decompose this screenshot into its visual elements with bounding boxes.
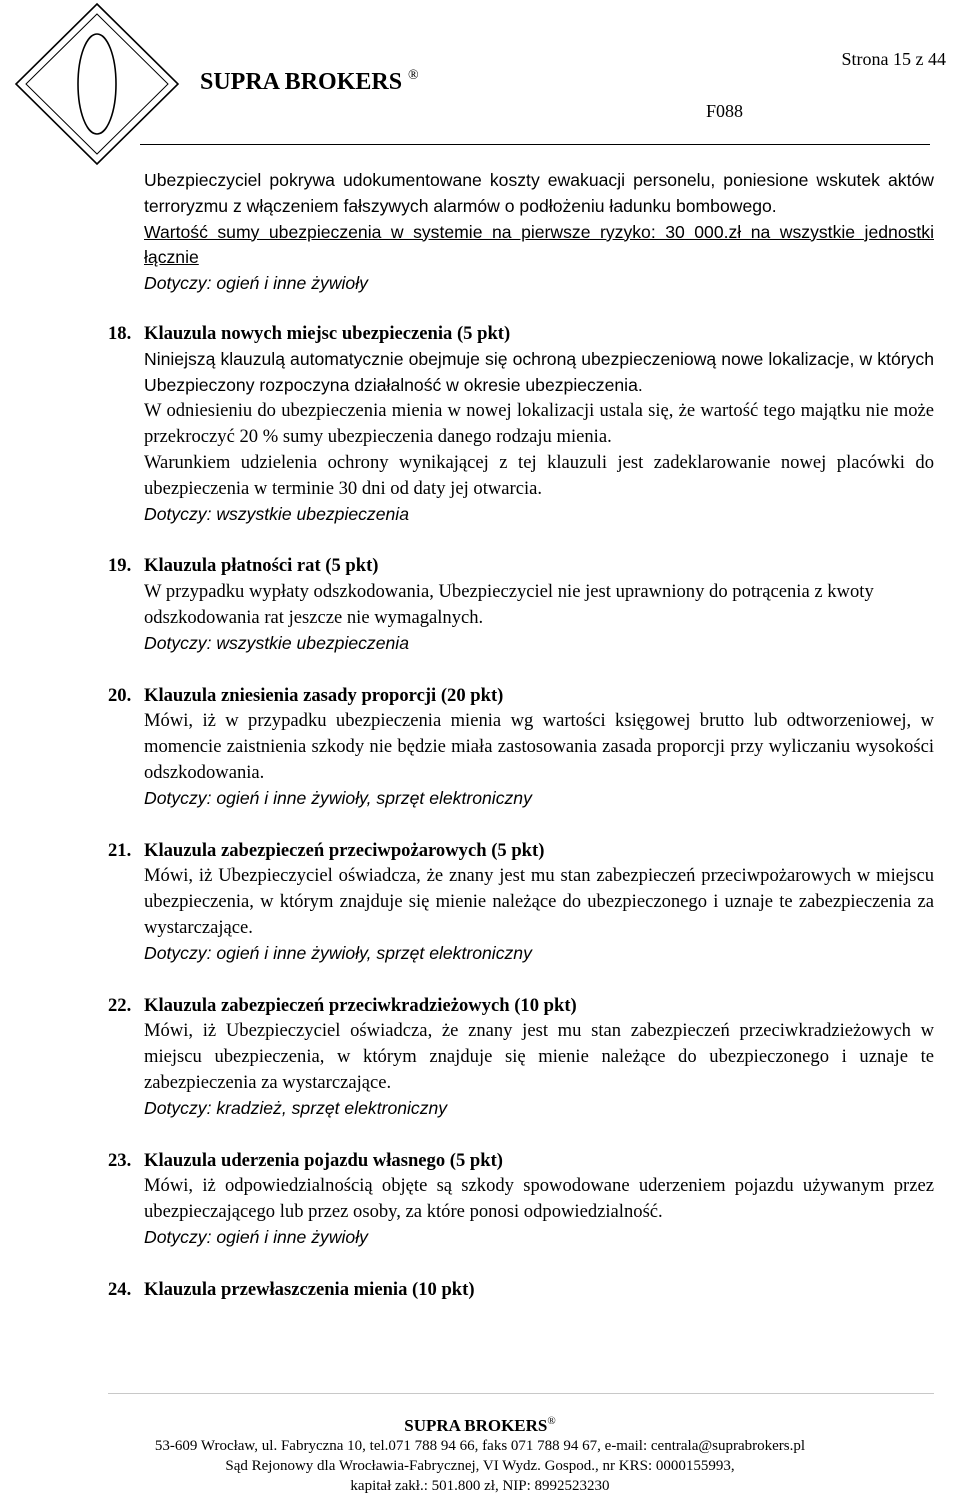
clause-paragraph: Mówi, iż Ubezpieczyciel oświadcza, że znany jest mu stan zabezpieczeń przeciwkradzieżowych w miejscu ubezpieczenia, w którym znajduje się mienie należące do ubezpieczonego i uznaje te zabezpieczenia za wystarczające. [144, 1020, 934, 1093]
clause-body [108, 579, 934, 656]
clause-title [108, 553, 934, 579]
clause-heading: Klauzula zniesienia zasady proporcji (20 pkt) [144, 684, 504, 706]
document-code: F088 [706, 101, 744, 121]
footer-brand-name: SUPRA BROKERS [404, 1416, 548, 1435]
applies-to: Dotyczy: ogień i inne żywioły [144, 273, 368, 294]
clause-19 [108, 553, 934, 656]
clause-title [108, 1148, 934, 1174]
clause-title [108, 993, 934, 1019]
clause-number: 22. [108, 994, 132, 1016]
clause-body [108, 863, 934, 966]
clause-24 [108, 1277, 934, 1303]
footer-address: 53-609 Wrocław, ul. Fabryczna 10, tel.071 788 94 66, faks 071 788 94 67, e-mail: centrala@suprabrokers.pl [154, 1438, 806, 1454]
clause-body [108, 708, 934, 811]
clause-23 [108, 1148, 934, 1251]
clause-heading: Klauzula nowych miejsc ubezpieczenia (5 pkt) [144, 322, 511, 344]
header-divider [140, 144, 930, 145]
footer-divider [108, 1393, 934, 1394]
brand-name: SUPRA BROKERS [200, 69, 403, 95]
footer-capital: kapitał zakł.: 501.800 zł, NIP: 8992523230 [350, 1478, 610, 1494]
clause-number: 20. [108, 684, 132, 706]
clause-body [108, 347, 934, 528]
clause-paragraph: Mówi, iż Ubezpieczyciel oświadcza, że znany jest mu stan zabezpieczeń przeciwpożarowych w miejscu ubezpieczenia, w którym znajduje się mienie należące do ubezpieczonego i uznaje te zabezpieczenia za wystarczające. [144, 865, 934, 938]
clause-title [108, 1277, 934, 1303]
clause-number: 18. [108, 322, 132, 344]
clause-heading: Klauzula płatności rat (5 pkt) [144, 555, 379, 577]
clause-number: 24. [108, 1278, 132, 1300]
clause-20 [108, 683, 934, 812]
applies-to: Dotyczy: ogień i inne żywioły, sprzęt elektroniczny [144, 942, 532, 963]
document-body [108, 168, 934, 1302]
clause-number: 19. [108, 555, 132, 577]
clause-title [108, 838, 934, 864]
clause-paragraph: Niniejszą klauzulą automatycznie obejmuje się ochroną ubezpieczeniową nowe lokalizacje, w których Ubezpieczony rozpoczyna działalność w okresie ubezpieczenia. [144, 348, 934, 395]
applies-to: Dotyczy: kradzież, sprzęt elektroniczny [144, 1097, 448, 1118]
applies-to: Dotyczy: wszystkie ubezpieczenia [144, 632, 409, 653]
intro-block [108, 168, 934, 297]
applies-to: Dotyczy: wszystkie ubezpieczenia [144, 503, 409, 524]
sum-insured-paragraph: Wartość sumy ubezpieczenia w systemie na pierwsze ryzyko: 30 000.zł na wszystkie jednostki łącznie [144, 221, 934, 268]
page-footer [0, 1411, 960, 1496]
applies-to: Dotyczy: ogień i inne żywioły [144, 1226, 368, 1247]
clause-paragraph: Warunkiem udzielenia ochrony wynikającej z tej klauzuli jest zadeklarowanie nowej placówki do ubezpieczenia w terminie 30 dni od daty jej otwarcia. [144, 451, 934, 499]
footer-registered-mark: ® [547, 1415, 556, 1427]
intro-paragraph: Ubezpieczyciel pokrywa udokumentowane koszty ewakuacji personelu, poniesione wskutek aktów terroryzmu z włączeniem fałszywych alarmów o podłożeniu ładunku bombowego. [144, 170, 934, 216]
clause-heading: Klauzula zabezpieczeń przeciwkradzieżowych (10 pkt) [144, 994, 577, 1016]
clause-22 [108, 993, 934, 1122]
clause-21 [108, 838, 934, 967]
footer-court-registry: Sąd Rejonowy dla Wrocławia-Fabrycznej, VI Wydz. Gospod., nr KRS: 0000155993, [225, 1458, 735, 1474]
page-number: Strona 15 z 44 [841, 49, 946, 69]
clause-title [108, 321, 934, 347]
clause-body [108, 1173, 934, 1250]
clause-heading: Klauzula uderzenia pojazdu własnego (5 pkt) [144, 1149, 503, 1171]
clause-body [108, 1018, 934, 1121]
clause-number: 21. [108, 839, 132, 861]
clause-heading: Klauzula zabezpieczeń przeciwpożarowych (5 pkt) [144, 839, 545, 861]
applies-to: Dotyczy: ogień i inne żywioły, sprzęt elektroniczny [144, 787, 532, 808]
registered-mark: ® [408, 68, 419, 83]
clause-18 [108, 321, 934, 527]
clause-heading: Klauzula przewłaszczenia mienia (10 pkt) [144, 1278, 475, 1300]
clause-paragraph: W przypadku wypłaty odszkodowania, Ubezpieczyciel nie jest uprawniony do potrącenia z kwoty odszkodowania rat jeszcze nie wymagalnych. [144, 581, 874, 628]
clause-paragraph: W odniesieniu do ubezpieczenia mienia w nowej lokalizacji ustala się, że wartość tego majątku nie może przekroczyć 20 % sumy ubezpieczenia danego rodzaju mienia. [144, 400, 934, 448]
header-brand [200, 68, 419, 96]
clause-number: 23. [108, 1149, 132, 1171]
clause-paragraph: Mówi, iż w przypadku ubezpieczenia mienia wg wartości księgowej brutto lub odtworzeniowej, w momencie zaistnienia szkody nie będzie miała zastosowania zasada proporcji przy wyliczaniu wysokości odszkodowania. [144, 710, 934, 783]
footer-brand [0, 1411, 960, 1436]
clause-paragraph: Mówi, iż odpowiedzialnością objęte są szkody spowodowane uderzeniem pojazdu używanym przez ubezpieczającego lub przez osoby, za które ponosi odpowiedzialność. [144, 1175, 934, 1223]
clause-title [108, 683, 934, 709]
company-logo [12, 0, 182, 168]
